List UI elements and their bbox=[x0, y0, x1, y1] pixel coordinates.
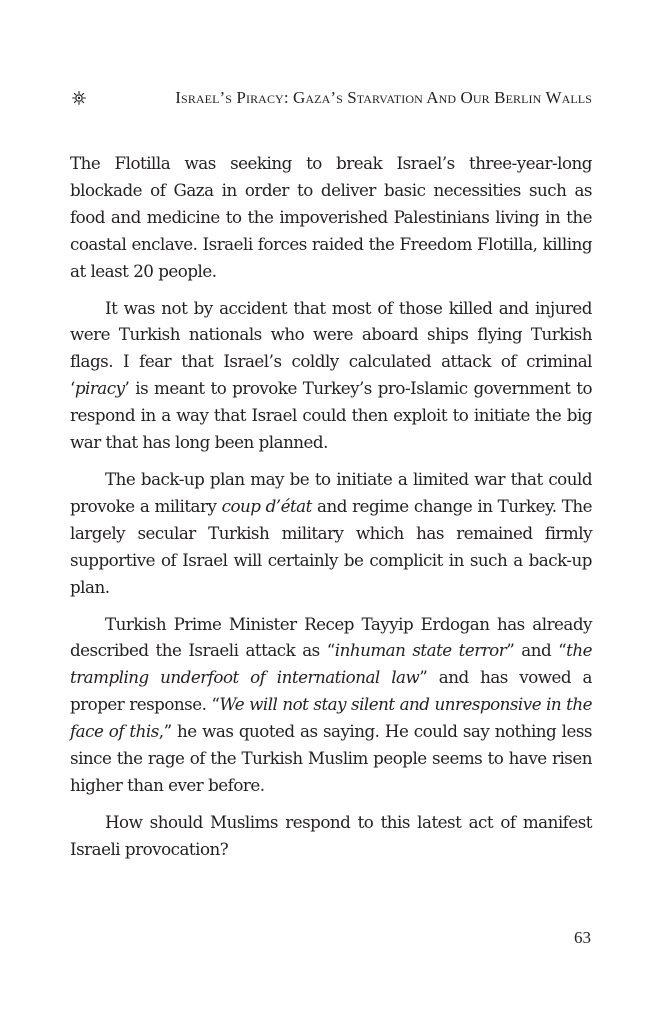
paragraph bbox=[70, 809, 592, 863]
italic-text: inhuman state terror bbox=[334, 640, 507, 661]
italic-text: We will not stay silent and unresponsive in the face of this bbox=[70, 694, 592, 742]
paragraph-text: ” and “ bbox=[506, 640, 567, 661]
italic-text: coup d’état bbox=[221, 495, 312, 516]
paragraph bbox=[70, 150, 592, 285]
paragraph bbox=[70, 611, 592, 799]
paragraph-text: The back-up plan may be to initiate a limited war that could provoke a military bbox=[70, 468, 592, 516]
italic-text: piracy bbox=[74, 378, 125, 399]
italic-text: the trampling underfoot of international law bbox=[70, 640, 592, 688]
paragraph-text: It was not by accident that most of those killed and injured were Turkish nationals who were aboard ships flying Turkish flags. I fear that Israel’s coldly calculated attack of criminal ‘ bbox=[70, 297, 592, 399]
chapter-title: Israel’s Piracy: Gaza’s Starvation And Our Berlin Walls bbox=[175, 88, 592, 107]
paragraph bbox=[70, 466, 592, 601]
paragraph bbox=[70, 295, 592, 456]
paragraph-text: ,” he was quoted as saying. He could say nothing less since the rage of the Turkish Muslim people seems to have risen higher than ever before. bbox=[70, 721, 592, 795]
page-number: 63 bbox=[574, 928, 591, 947]
sun-ornament-icon bbox=[72, 91, 86, 105]
body-text bbox=[70, 150, 592, 873]
paragraph-text: Turkish Prime Minister Recep Tayyip Erdogan has already described the Israeli attack as “ bbox=[70, 613, 592, 661]
paragraph-text: and regime change in Turkey. The largely secular Turkish military which has remained firmly supportive of Israel will certainly be complicit in such a back-up plan. bbox=[70, 495, 592, 597]
paragraph-text: The Flotilla was seeking to break Israel’s three-year-long blockade of Gaza in order to deliver basic necessities such as food and medicine to the impoverished Palestinians living in the coastal enclave. Israeli forces raided the Freedom Flotilla, killing at least 20 people. bbox=[70, 153, 592, 281]
paragraph-text: ” and has vowed a proper response. “ bbox=[70, 667, 592, 715]
paragraph-text: How should Muslims respond to this latest act of manifest Israeli provocation? bbox=[70, 811, 592, 859]
paragraph-text: ’ is meant to provoke Turkey’s pro-Islamic government to respond in a way that Israel could then exploit to initiate the big war that has long been planned. bbox=[70, 378, 592, 453]
running-header bbox=[70, 88, 592, 112]
